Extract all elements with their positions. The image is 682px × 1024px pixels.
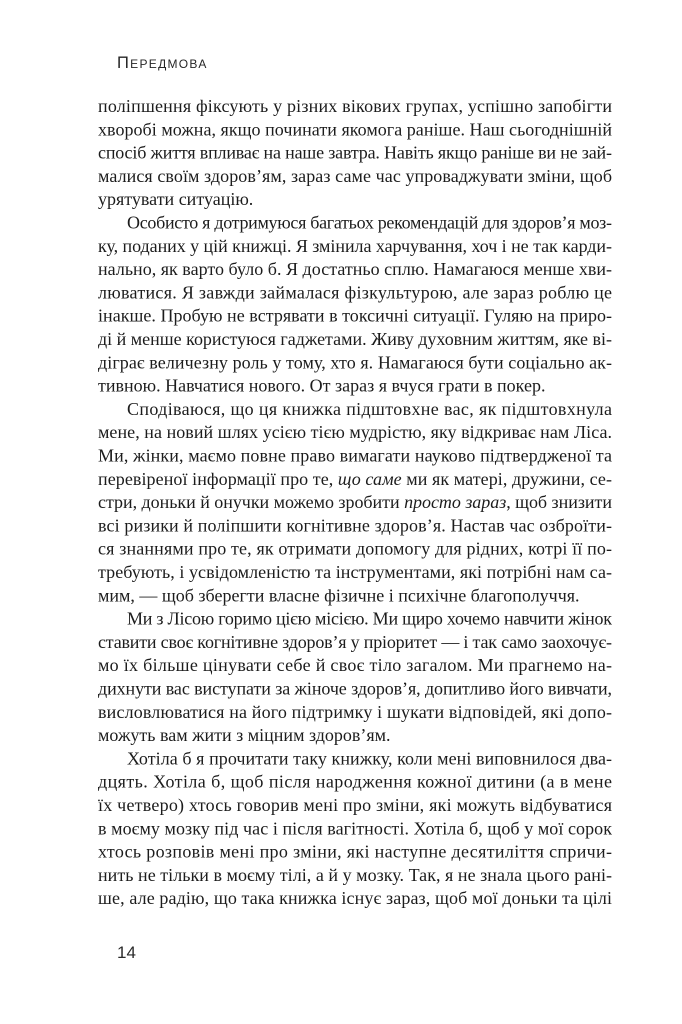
text-line: перевіреної інформації про те, що саме ми як матері, дружини, се- xyxy=(98,468,612,489)
text-line: в моєму мозку під час і після вагітності. Хотіла б, щоб у мої сорок xyxy=(98,818,612,839)
body-text-svg xyxy=(98,96,612,913)
text-line: ді й менше користуюся гаджетами. Живу духовним життям, яке ві- xyxy=(98,329,612,349)
text-line: урятувати ситуацію. xyxy=(98,189,254,210)
text-line: хтось розповів мені про зміни, які наступне десятиліття спричи- xyxy=(98,841,612,862)
text-line: Хотіла б я прочитати таку книжку, коли мені виповнилося два- xyxy=(127,748,612,769)
text-line: малися своїм здоров’ям, зараз саме час упроваджувати зміни, щоб xyxy=(98,165,612,186)
text-line: висловлюватися на його підтримку і шукати відповідей, які допо- xyxy=(98,701,612,722)
chapter-running-head: Передмова xyxy=(117,54,208,72)
text-line: Ми з Лісою горимо цією місією. Ми щиро хочемо навчити жінок xyxy=(127,608,612,629)
text-line: інакше. Пробую не встрявати в токсичні ситуації. Гуляю на приро- xyxy=(98,305,612,326)
body-text-block xyxy=(98,96,612,913)
text-line: ставити своє когнітивне здоров’я у пріоритет — і так само заохочує- xyxy=(98,631,612,652)
text-line: тивною. Навчатися нового. От зараз я вчуся грати в покер. xyxy=(98,375,546,396)
text-line: Особисто я дотримуюся багатьох рекомендацій для здоров’я моз- xyxy=(127,212,612,233)
text-line: Ми, жінки, маємо повне право вимагати науково підтвердженої та xyxy=(98,445,612,466)
page-number: 14 xyxy=(117,943,136,962)
text-line: спосіб життя впливає на наше завтра. Навіть якщо раніше ви не зай- xyxy=(98,142,612,163)
text-line: люватися. Я завжди займалася фізкультурою, але зараз роблю це xyxy=(98,282,612,303)
text-line: мим, — щоб зберегти власне фізичне і психічне благополуччя. xyxy=(98,585,580,606)
text-line: хворобі можна, якщо починати якомога раніше. Наш сьогоднішній xyxy=(98,119,612,140)
text-line: стри, доньки й онучки можемо зробити просто зараз, щоб знизити xyxy=(98,492,612,513)
text-line: поліпшення фіксують у різних вікових групах, успішно запобігти xyxy=(98,96,612,116)
text-line: требують, і усвідомленістю та інструментами, які потрібні нам са- xyxy=(98,562,612,582)
text-line: Сподіваюся, що ця книжка підштовхне вас, як підштовхнула xyxy=(127,398,612,419)
text-line: можуть вам жити з міцним здоров’ям. xyxy=(98,725,391,746)
text-line: їх четверо) хтось говорив мені про зміни, які можуть відбуватися xyxy=(98,795,612,815)
text-line: нально, як варто було б. Я достатньо сплю. Намагаюся менше хви- xyxy=(98,259,612,280)
text-line: мо їх більше цінувати себе й своє тіло загалом. Ми прагнемо на- xyxy=(98,655,612,676)
text-line: нить не тільки в моєму тілі, а й у мозку. Так, я не знала цього рані- xyxy=(98,864,612,885)
text-line: дихнути вас виступати за жіноче здоров’я, допитливо його вивчати, xyxy=(98,678,612,699)
text-line: ку, поданих у цій книжці. Я змінила харчування, хоч і не так карди- xyxy=(98,235,612,256)
text-line: дцять. Хотіла б, щоб після народження кожної дитини (а в мене xyxy=(98,771,612,792)
text-line: діграє величезну роль у тому, хто я. Намагаюся бути соціально ак- xyxy=(98,352,612,373)
text-line: ся знаннями про те, як отримати допомогу для рідних, котрі її по- xyxy=(98,538,612,559)
text-line: всі ризики й поліпшити когнітивне здоров’я. Настав час озброїти- xyxy=(98,515,612,536)
text-line: ше, але радію, що така книжка існує зараз, щоб мої доньки та цілі xyxy=(98,888,612,909)
text-line: мене, на новий шлях усією тією мудрістю, яку відкриває нам Ліса. xyxy=(98,422,612,443)
